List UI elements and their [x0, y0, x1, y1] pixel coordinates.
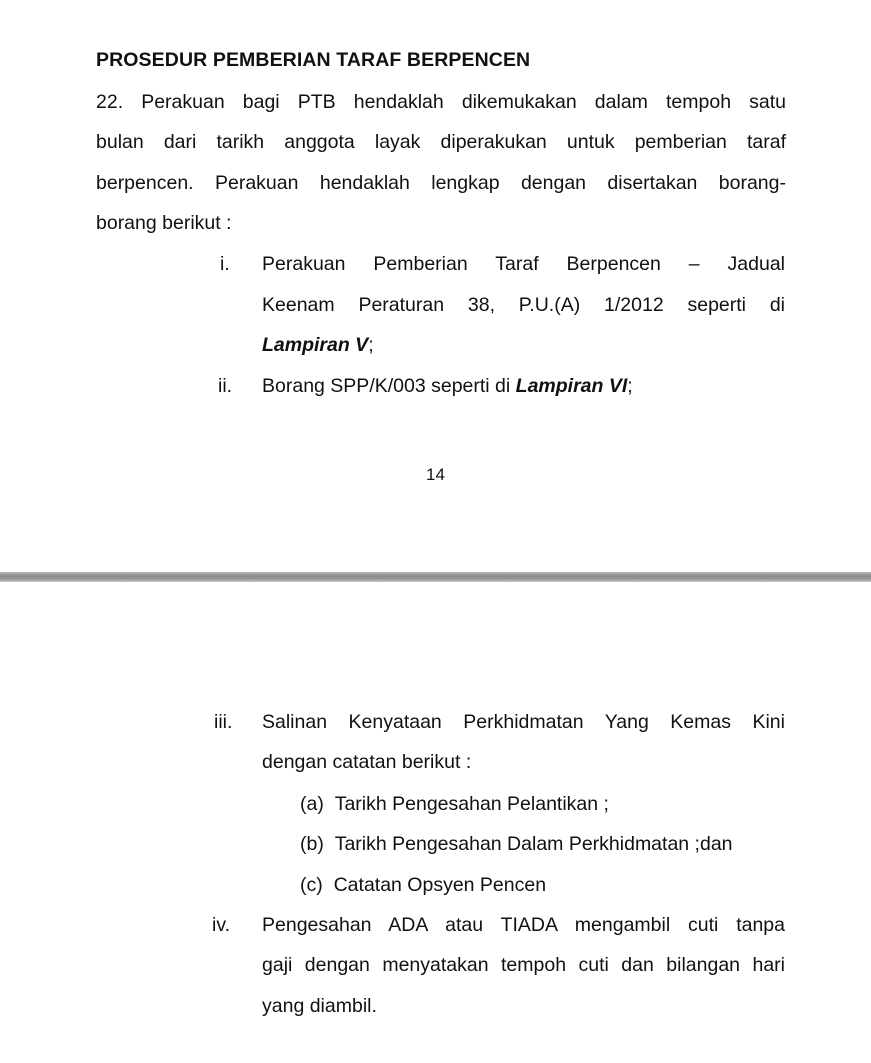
paragraph-line-4: borang berikut : — [96, 212, 232, 234]
list-item-line: Keenam Peraturan 38, P.U.(A) 1/2012 seperti di — [262, 294, 785, 316]
paragraph-line-2: bulan dari tarikh anggota layak diperakukan untuk pemberian taraf — [96, 131, 786, 153]
sub-list-item: (a) Tarikh Pengesahan Pelantikan ; — [300, 793, 609, 815]
list-item-line: gaji dengan menyatakan tempoh cuti dan bilangan hari — [262, 954, 785, 976]
list-item-line: Borang SPP/K/003 seperti di Lampiran VI; — [262, 375, 633, 397]
page-separator — [0, 568, 871, 586]
list-item-number: iii. — [214, 711, 233, 733]
list-item-line: Lampiran V; — [262, 334, 374, 356]
sub-list-item: (b) Tarikh Pengesahan Dalam Perkhidmatan ;dan — [300, 833, 733, 855]
list-item-number: ii. — [218, 375, 233, 397]
paragraph-line-3: berpencen. Perakuan hendaklah lengkap dengan disertakan borang- — [96, 172, 786, 194]
list-item-number: iv. — [212, 914, 231, 936]
page-number: 14 — [426, 465, 445, 484]
list-item-number: i. — [220, 253, 230, 275]
document-page-15 — [0, 586, 871, 1063]
list-item-line: Pengesahan ADA atau TIADA mengambil cuti tanpa — [262, 914, 785, 936]
list-item-line: Perakuan Pemberian Taraf Berpencen – Jadual — [262, 253, 785, 275]
list-item-line: dengan catatan berikut : — [262, 751, 472, 773]
section-heading: PROSEDUR PEMBERIAN TARAF BERPENCEN — [96, 49, 531, 71]
paragraph-line-1: 22. Perakuan bagi PTB hendaklah dikemukakan dalam tempoh satu — [96, 91, 786, 113]
lampiran-reference: Lampiran V — [262, 334, 369, 356]
sub-list-item: (c) Catatan Opsyen Pencen — [300, 874, 547, 896]
lampiran-reference: Lampiran VI — [515, 375, 628, 397]
list-item-line: Salinan Kenyataan Perkhidmatan Yang Kemas Kini — [262, 711, 785, 733]
list-item-line: yang diambil. — [262, 995, 377, 1017]
